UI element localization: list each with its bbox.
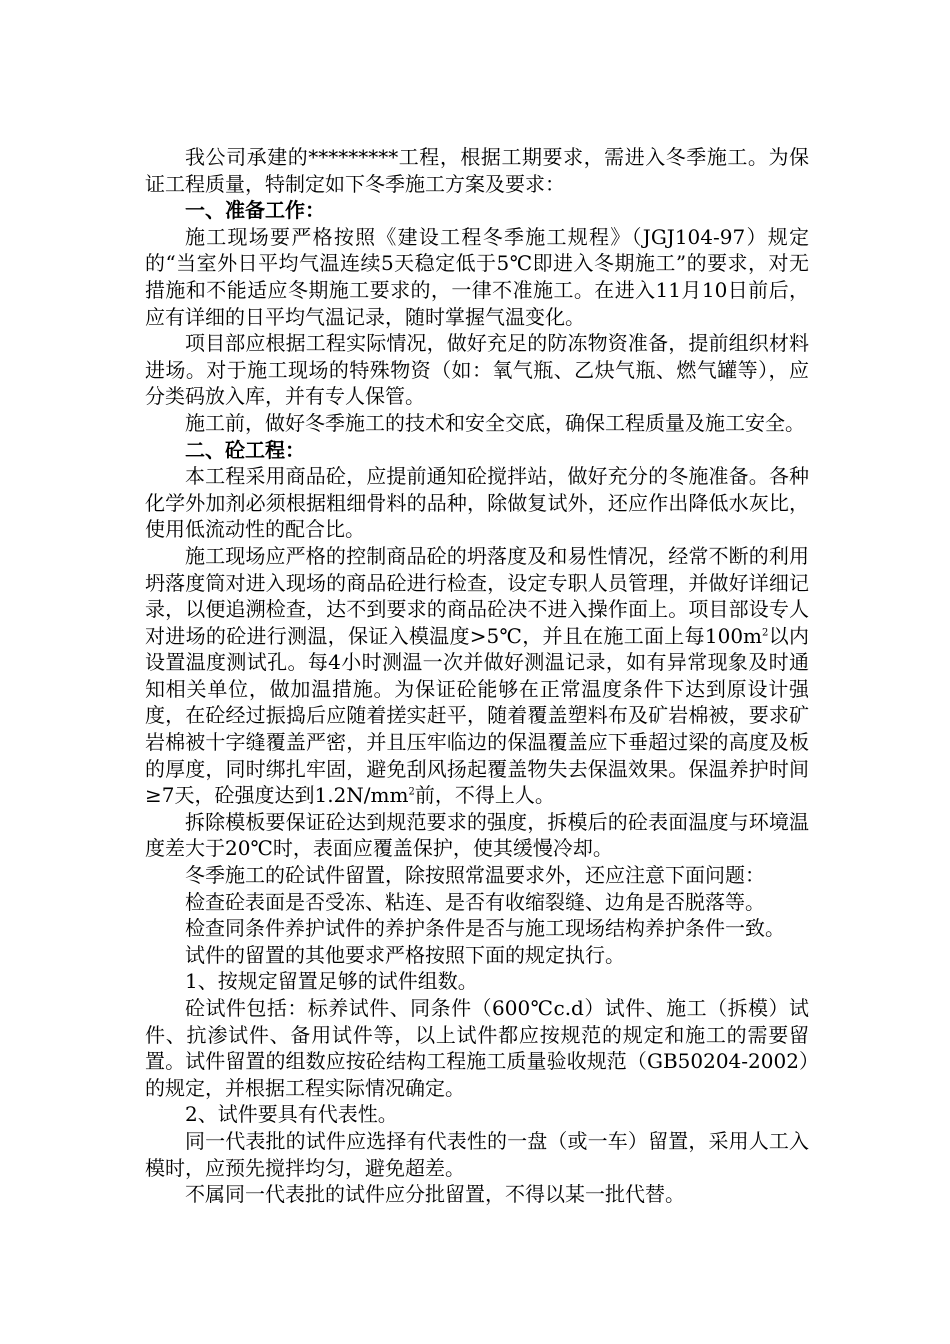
numbered-item: 2、试件要具有代表性。 (185, 1102, 398, 1127)
paragraph: 施工现场要严格按照《建设工程冬季施工规程》（JGJ104-97）规定的“当室外日平均气温连续5天稳定低于5℃即进入冬期施工”的要求，对无措施和不能适应冬期施工要求的，一律不准施工。在进入11月10日前后，应有详细的日平均气温记录，随时掌握气温变化。 (145, 224, 809, 329)
paragraph: 检查同条件养护试件的养护条件是否与施工现场结构养护条件一致。 (185, 916, 785, 941)
superscript: 2 (762, 627, 769, 639)
intro-paragraph: 我公司承建的*********工程，根据工期要求，需进入冬季施工。为保证工程质量，特制定如下冬季施工方案及要求： (145, 145, 809, 196)
paragraph: 项目部应根据工程实际情况，做好充足的防冻物资准备，提前组织材料进场。对于施工现场的特殊物资（如：氧气瓶、乙炔气瓶、燃气罐等），应分类码放入库，并有专人保管。 (145, 331, 809, 409)
paragraph: 本工程采用商品砼，应提前通知砼搅拌站，做好充分的冬施准备。各种化学外加剂必须根据粗细骨料的品种，除做复试外，还应作出降低水灰比，使用低流动性的配合比。 (145, 464, 809, 542)
superscript: 2 (408, 786, 415, 798)
paragraph: 试件的留置的其他要求严格按照下面的规定执行。 (185, 942, 625, 967)
section-heading-concrete: 二、砼工程： (185, 437, 305, 462)
text-span: 施工现场应严格的控制商品砼的坍落度及和易性情况，经常不断的利用坍落度筒对进入现场的商品砼进行检查，设定专职人员管理，并做好详细记录，以便追溯检查，达不到要求的商品砼决不进入操作面上。项目部设专人对进场的砼进行测温，保证入模温度>5℃，并且在施工面上每100m (145, 543, 809, 648)
paragraph: 冬季施工的砼试件留置，除按照常温要求外，还应注意下面问题： (185, 863, 765, 888)
text-span: 前，不得上人。 (414, 783, 555, 808)
numbered-item: 1、按规定留置足够的试件组数。 (185, 969, 478, 994)
paragraph: 施工前，做好冬季施工的技术和安全交底，确保工程质量及施工安全。 (185, 410, 805, 435)
text-span: 以内设置温度测试孔。每4小时测温一次并做好测温记录，如有异常现象及时通知相关单位，做加温措施。为保证砼能够在正常温度条件下达到原设计强度，在砼经过振捣后应随着搓实赶平，随着覆盖塑料布及矿岩棉被，要求矿岩棉被十字缝覆盖严密，并且压牢临边的保温覆盖应下垂超过梁的高度及板的厚度，同时绑扎牢固，避免刮风扬起覆盖物失去保温效果。保温养护时间≥7天，砼强度达到1.2N/mm (145, 623, 810, 808)
paragraph: 检查砼表面是否受冻、粘连、是否有收缩裂缝、边角是否脱落等。 (185, 889, 765, 914)
paragraph: 拆除模板要保证砼达到规范要求的强度，拆模后的砼表面温度与环境温度差大于20℃时，表面应覆盖保护，使其缓慢冷却。 (145, 809, 809, 861)
paragraph-temperature-control (145, 543, 809, 809)
paragraph: 同一代表批的试件应选择有代表性的一盘（或一车）留置，采用人工入模时，应预先搅拌均匀，避免超差。 (145, 1128, 809, 1180)
paragraph: 不属同一代表批的试件应分批留置，不得以某一批代替。 (185, 1182, 685, 1207)
document-page (145, 144, 809, 1208)
section-heading-preparation: 一、准备工作： (185, 198, 325, 223)
paragraph: 砼试件包括：标养试件、同条件（600℃c.d）试件、施工（拆模）试件、抗渗试件、备用试件等，以上试件都应按规范的规定和施工的需要留置。试件留置的组数应按砼结构工程施工质量验收规范（GB50204-2002）的规定，并根据工程实际情况确定。 (145, 996, 809, 1100)
